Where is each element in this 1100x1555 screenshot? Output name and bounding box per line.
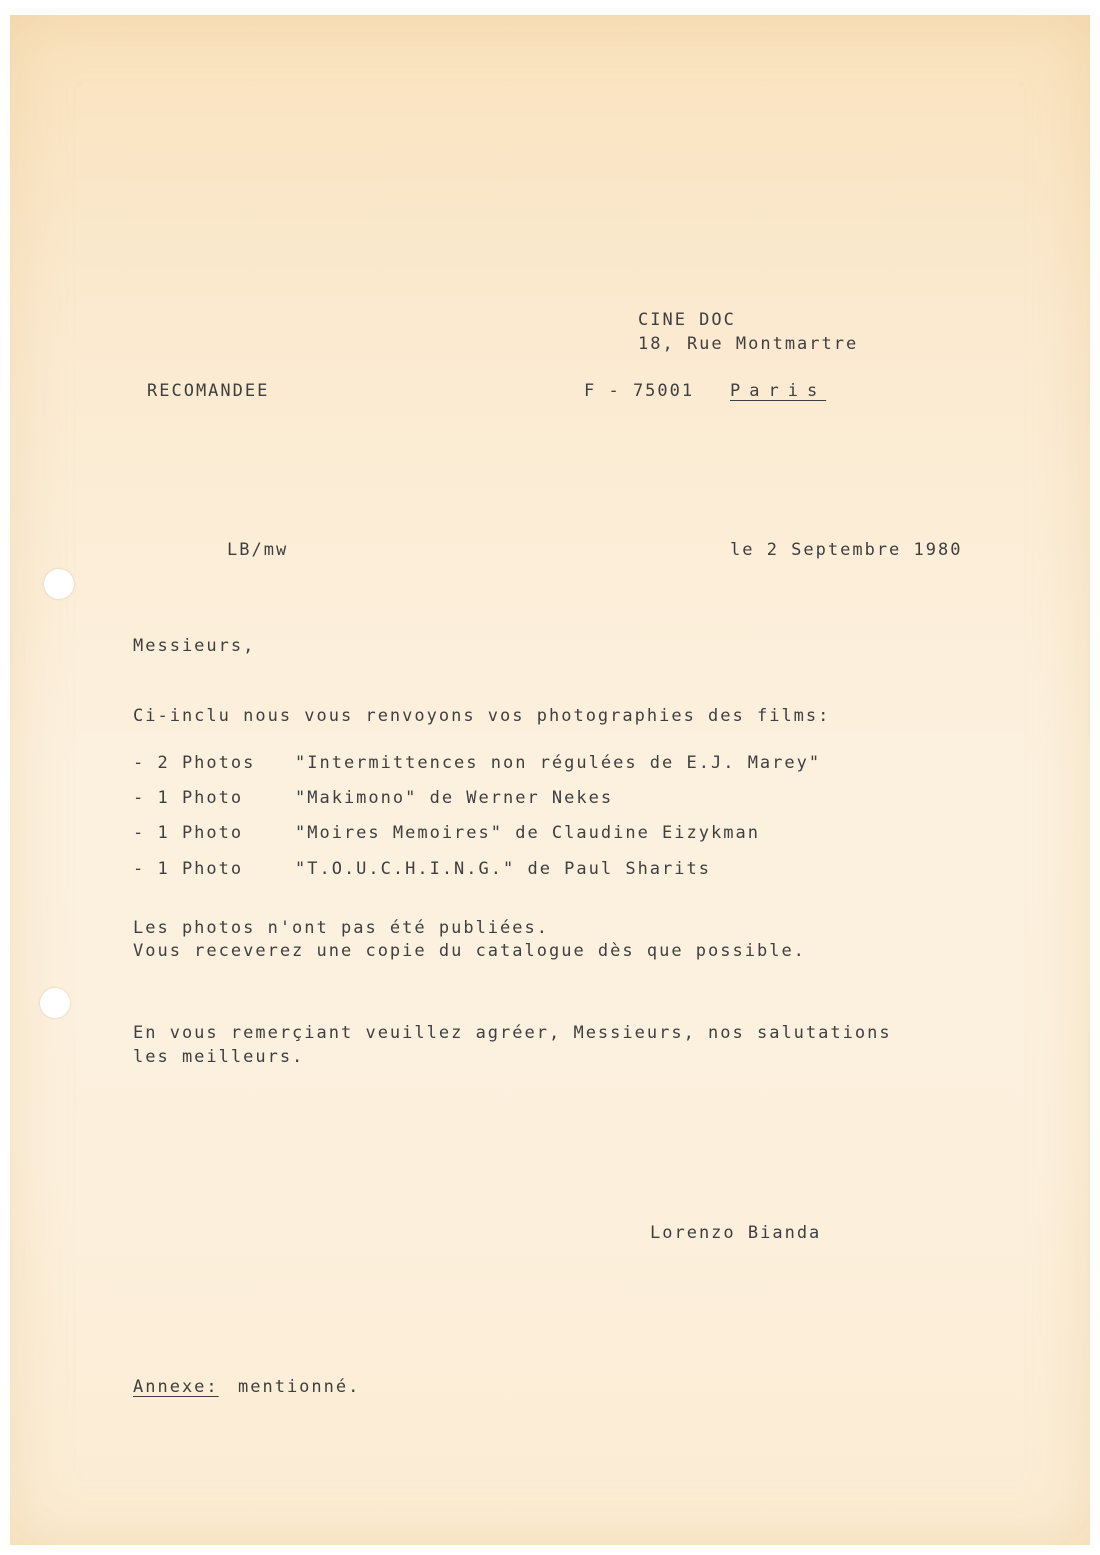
item-film: "Moires Memoires" de Claudine Eizykman — [295, 823, 760, 843]
recipient-name: CINE DOC — [638, 310, 736, 330]
punch-hole-top — [44, 569, 74, 599]
reference: LB/mw — [227, 540, 289, 560]
punch-hole-bottom — [40, 988, 70, 1018]
item-film: "T.O.U.C.H.I.N.G." de Paul Sharits — [295, 859, 711, 879]
item-count: - 1 Photo — [133, 788, 244, 808]
annex-label: Annexe: — [133, 1377, 219, 1397]
delivery-mode: RECOMANDEE — [147, 381, 270, 401]
item-count: - 2 Photos — [133, 753, 256, 773]
annex-value: mentionné. — [238, 1377, 361, 1397]
letter-date: le 2 Septembre 1980 — [730, 540, 963, 560]
recipient-postal: F - 75001 — [584, 381, 695, 401]
note-line-2: Vous receverez une copie du catalogue dès que possible. — [133, 941, 806, 961]
recipient-street: 18, Rue Montmartre — [638, 334, 859, 354]
item-count: - 1 Photo — [133, 823, 244, 843]
signature-name: Lorenzo Bianda — [650, 1223, 822, 1243]
item-film: "Makimono" de Werner Nekes — [295, 788, 614, 808]
item-film: "Intermittences non régulées de E.J. Marey" — [295, 753, 822, 773]
closing-line-1: En vous remerçiant veuillez agréer, Messieurs, nos salutations — [133, 1023, 892, 1043]
note-line-1: Les photos n'ont pas été publiées. — [133, 918, 549, 938]
closing-line-2: les meilleurs. — [133, 1047, 305, 1067]
item-count: - 1 Photo — [133, 859, 244, 879]
intro-line: Ci-inclu nous vous renvoyons vos photographies des films: — [133, 706, 831, 726]
recipient-city: Paris — [730, 381, 827, 401]
letter-page — [10, 15, 1090, 1545]
salutation: Messieurs, — [133, 636, 256, 656]
